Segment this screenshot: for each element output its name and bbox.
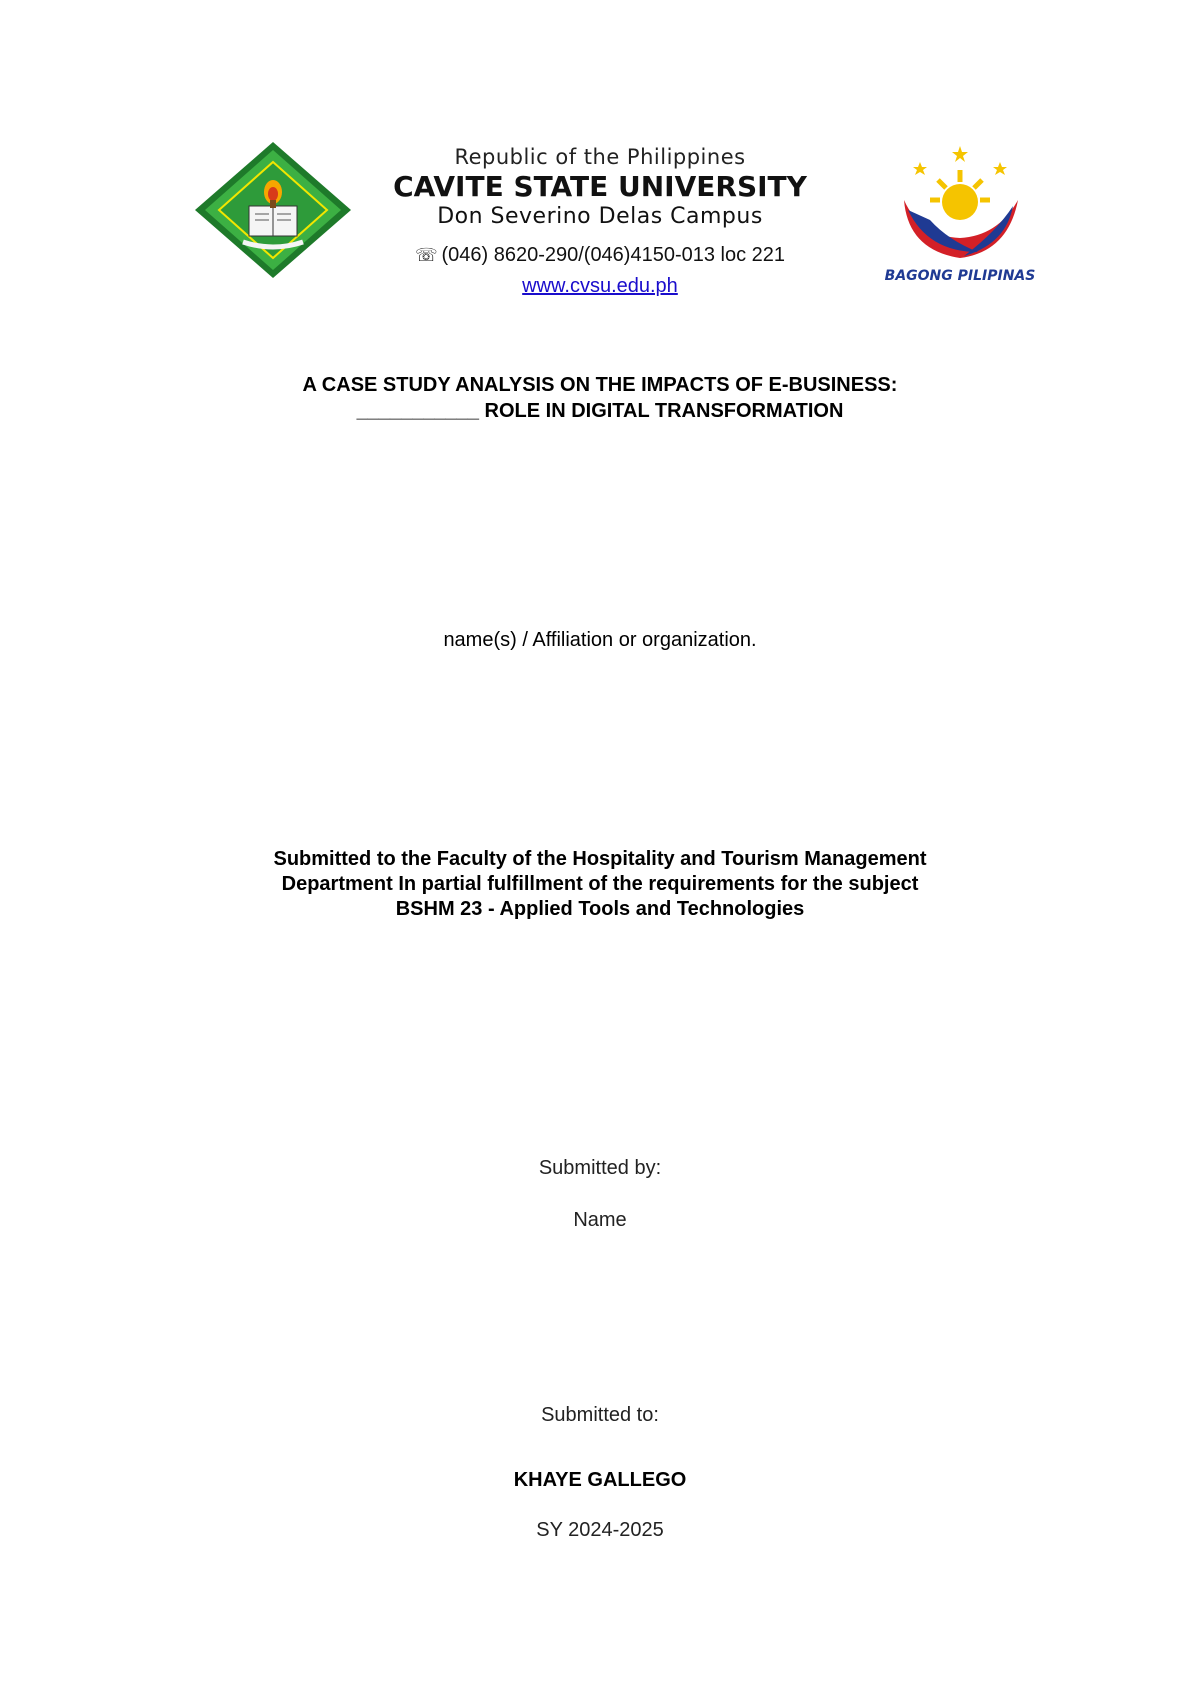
title-line-1: A CASE STUDY ANALYSIS ON THE IMPACTS OF E-BUSINESS: (302, 374, 898, 396)
school-year: SY 2024-2025 (536, 1519, 664, 1541)
website-link[interactable]: www.cvsu.edu.ph (522, 275, 678, 297)
phone-line (370, 244, 830, 267)
bagong-pilipinas-logo (868, 140, 1053, 290)
submission-line-1: Submitted to the Faculty of the Hospitality and Tourism Management (273, 848, 927, 870)
submission-statement (0, 847, 1200, 922)
cvsu-seal-icon (193, 140, 353, 280)
bagong-pilipinas-text: BAGONG PILIPINAS (884, 268, 1036, 284)
submitted-by-label: Submitted by: (538, 1157, 662, 1179)
submitted-to-label: Submitted to: (541, 1404, 659, 1426)
phone-icon: ☏ (414, 245, 438, 266)
republic-label: Republic of the Philippines (454, 145, 746, 169)
submitted-by-name: Name (573, 1209, 627, 1231)
submitted-to-name: KHAYE GALLEGO (513, 1469, 687, 1491)
title-line-2: ___________ ROLE IN DIGITAL TRANSFORMATION (356, 400, 844, 422)
document-title (0, 372, 1200, 424)
phone-number: (046) 8620-290/(046)4150-013 loc 221 (441, 244, 786, 266)
affiliation: name(s) / Affiliation or organization. (443, 629, 757, 651)
university-name: CAVITE STATE UNIVERSITY (393, 170, 807, 203)
submission-line-2: Department In partial fulfillment of the requirements for the subject (281, 873, 919, 895)
campus-name: Don Severino Delas Campus (437, 204, 763, 229)
submission-line-3: BSHM 23 - Applied Tools and Technologies (395, 898, 805, 920)
